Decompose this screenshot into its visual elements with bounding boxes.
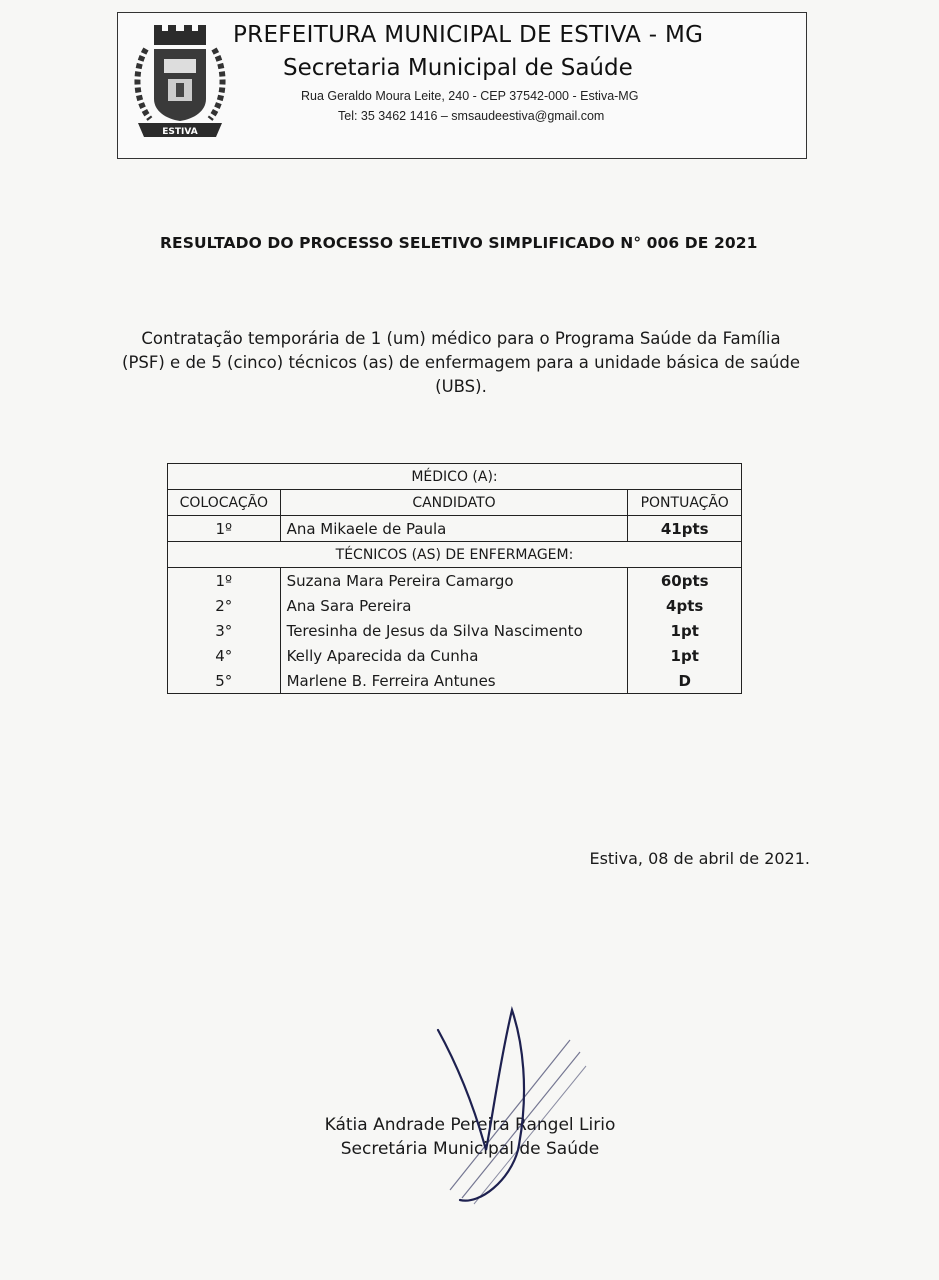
table-row bbox=[168, 643, 742, 668]
letterhead bbox=[117, 12, 807, 159]
score-cell: 4pts bbox=[628, 593, 742, 618]
crest-banner-text: ESTIVA bbox=[162, 127, 198, 137]
header-subtitle: Secretaria Municipal de Saúde bbox=[283, 55, 633, 81]
candidate-cell: Suzana Mara Pereira Camargo bbox=[280, 568, 628, 594]
table-row bbox=[168, 668, 742, 694]
position-cell: 3° bbox=[168, 618, 281, 643]
section-row-tecnicos bbox=[168, 542, 742, 568]
handwritten-signature bbox=[420, 1000, 590, 1210]
score-cell: 60pts bbox=[628, 568, 742, 594]
municipal-crest-logo bbox=[124, 19, 236, 141]
table-row bbox=[168, 593, 742, 618]
results-table bbox=[167, 463, 742, 694]
signer-name: Kátia Andrade Pereira Rangel Lirio bbox=[324, 1115, 616, 1135]
column-header-row bbox=[168, 490, 742, 516]
signer-role: Secretária Municipal de Saúde bbox=[340, 1139, 600, 1159]
position-cell: 2° bbox=[168, 593, 281, 618]
column-header-candidate: CANDIDATO bbox=[280, 490, 628, 516]
candidate-cell: Teresinha de Jesus da Silva Nascimento bbox=[280, 618, 628, 643]
column-header-position: COLOCAÇÃO bbox=[168, 490, 281, 516]
position-cell: 4° bbox=[168, 643, 281, 668]
table-row bbox=[168, 516, 742, 542]
position-cell: 1º bbox=[168, 568, 281, 594]
score-cell: 41pts bbox=[628, 516, 742, 542]
section-row-medico bbox=[168, 464, 742, 490]
document-heading: RESULTADO DO PROCESSO SELETIVO SIMPLIFICADO N° 006 DE 2021 bbox=[160, 234, 758, 252]
section-title-medico: MÉDICO (A): bbox=[168, 464, 742, 490]
candidate-cell: Ana Sara Pereira bbox=[280, 593, 628, 618]
document-description: Contratação temporária de 1 (um) médico para o Programa Saúde da Família (PSF) e de 5 (cinco) técnicos (as) de enfermagem para a unidade básica de saúde (UBS). bbox=[122, 329, 800, 396]
section-title-tecnicos: TÉCNICOS (AS) DE ENFERMAGEM: bbox=[168, 542, 742, 568]
score-cell: D bbox=[628, 668, 742, 694]
candidate-cell: Kelly Aparecida da Cunha bbox=[280, 643, 628, 668]
place-and-date: Estiva, 08 de abril de 2021. bbox=[589, 849, 810, 868]
position-cell: 5° bbox=[168, 668, 281, 694]
table-row bbox=[168, 618, 742, 643]
score-cell: 1pt bbox=[628, 643, 742, 668]
header-title: PREFEITURA MUNICIPAL DE ESTIVA - MG bbox=[233, 22, 704, 48]
header-address: Rua Geraldo Moura Leite, 240 - CEP 37542-000 - Estiva-MG bbox=[301, 89, 639, 103]
position-cell: 1º bbox=[168, 516, 281, 542]
candidate-cell: Marlene B. Ferreira Antunes bbox=[280, 668, 628, 694]
table-row bbox=[168, 568, 742, 594]
candidate-cell: Ana Mikaele de Paula bbox=[280, 516, 628, 542]
column-header-score: PONTUAÇÃO bbox=[628, 490, 742, 516]
header-contact: Tel: 35 3462 1416 – smsaudeestiva@gmail.com bbox=[338, 109, 605, 123]
score-cell: 1pt bbox=[628, 618, 742, 643]
